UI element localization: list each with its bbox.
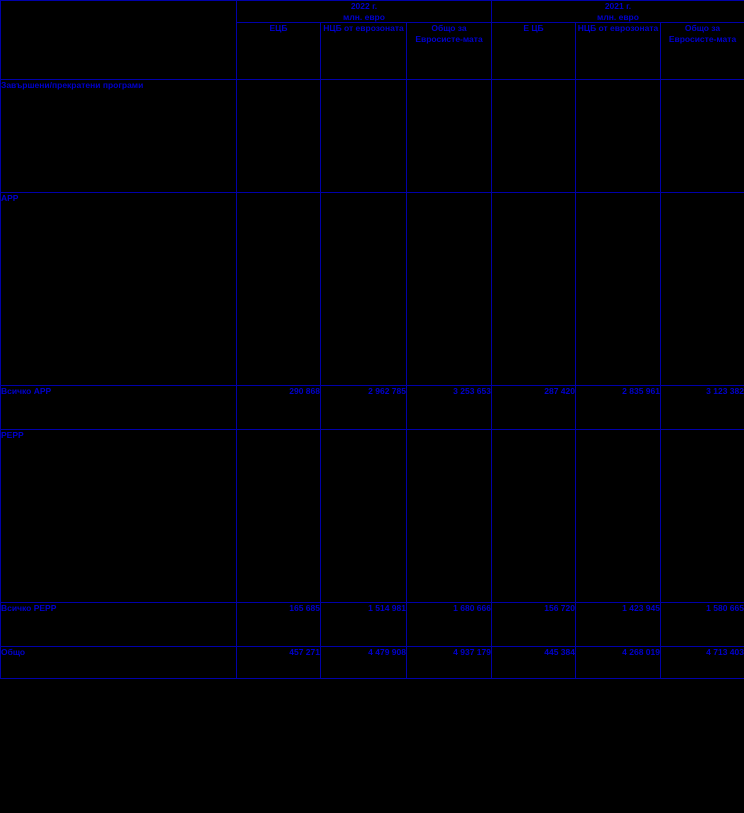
header-group-2021-period: 2021 г. bbox=[604, 1, 632, 11]
row-label-total: Общо bbox=[1, 647, 237, 679]
row-value: 287 420 bbox=[492, 386, 576, 430]
header-col-total-2021: Общо за Евросисте-мата bbox=[661, 23, 744, 80]
row-value bbox=[576, 80, 661, 193]
row-label-pepp: PEPP bbox=[1, 430, 237, 603]
row-value: 1 680 666 bbox=[407, 603, 492, 647]
row-value bbox=[576, 430, 661, 603]
row-value bbox=[237, 193, 321, 386]
table-header bbox=[1, 1, 744, 80]
row-value bbox=[492, 80, 576, 193]
row-value bbox=[237, 80, 321, 193]
row-value: 290 868 bbox=[237, 386, 321, 430]
row-label-completed-programmes: Завършени/прекратени програми bbox=[1, 80, 237, 193]
header-corner-cell bbox=[1, 1, 237, 80]
row-value: 457 271 bbox=[237, 647, 321, 679]
row-value: 165 685 bbox=[237, 603, 321, 647]
row-value bbox=[321, 80, 407, 193]
row-value bbox=[661, 193, 744, 386]
row-value: 1 423 945 bbox=[576, 603, 661, 647]
row-value bbox=[321, 430, 407, 603]
table-row bbox=[1, 603, 744, 647]
row-label-total-pepp: Всичко PEPP bbox=[1, 603, 237, 647]
row-value: 3 253 653 bbox=[407, 386, 492, 430]
row-value bbox=[321, 193, 407, 386]
header-col-ecb-2022: ЕЦБ bbox=[237, 23, 321, 80]
row-value bbox=[661, 80, 744, 193]
header-group-2021-unit: млн. евро bbox=[597, 11, 639, 22]
row-value: 2 835 961 bbox=[576, 386, 661, 430]
row-value bbox=[576, 193, 661, 386]
header-group-2022-unit: млн. евро bbox=[343, 11, 385, 22]
table-row bbox=[1, 430, 744, 603]
row-value: 1 580 665 bbox=[661, 603, 744, 647]
header-col-ncb-2021: НЦБ от еврозоната bbox=[576, 23, 661, 80]
row-value: 2 962 785 bbox=[321, 386, 407, 430]
row-value bbox=[407, 80, 492, 193]
row-value: 156 720 bbox=[492, 603, 576, 647]
row-value bbox=[492, 430, 576, 603]
row-value: 4 937 179 bbox=[407, 647, 492, 679]
row-value: 4 268 019 bbox=[576, 647, 661, 679]
row-value: 1 514 981 bbox=[321, 603, 407, 647]
row-value bbox=[492, 193, 576, 386]
row-value bbox=[661, 430, 744, 603]
row-value bbox=[237, 430, 321, 603]
table-body bbox=[1, 80, 744, 679]
header-col-ecb-2021: Е ЦБ bbox=[492, 23, 576, 80]
table-row bbox=[1, 80, 744, 193]
row-value: 445 384 bbox=[492, 647, 576, 679]
header-group-2022 bbox=[237, 1, 492, 23]
row-value: 3 123 382 bbox=[661, 386, 744, 430]
row-value: 4 479 908 bbox=[321, 647, 407, 679]
row-value bbox=[407, 193, 492, 386]
header-group-2022-period: 2022 г. bbox=[350, 1, 378, 11]
row-value: 4 713 403 bbox=[661, 647, 744, 679]
table-row bbox=[1, 386, 744, 430]
row-value bbox=[407, 430, 492, 603]
header-col-ncb-2022: НЦБ от еврозоната bbox=[321, 23, 407, 80]
table-row bbox=[1, 647, 744, 679]
header-col-total-2022: Общо за Евросисте-мата bbox=[407, 23, 492, 80]
table-row bbox=[1, 193, 744, 386]
header-group-2021 bbox=[492, 1, 744, 23]
row-label-app: APP bbox=[1, 193, 237, 386]
header-period-row bbox=[1, 1, 744, 23]
row-label-total-app: Всичко APP bbox=[1, 386, 237, 430]
